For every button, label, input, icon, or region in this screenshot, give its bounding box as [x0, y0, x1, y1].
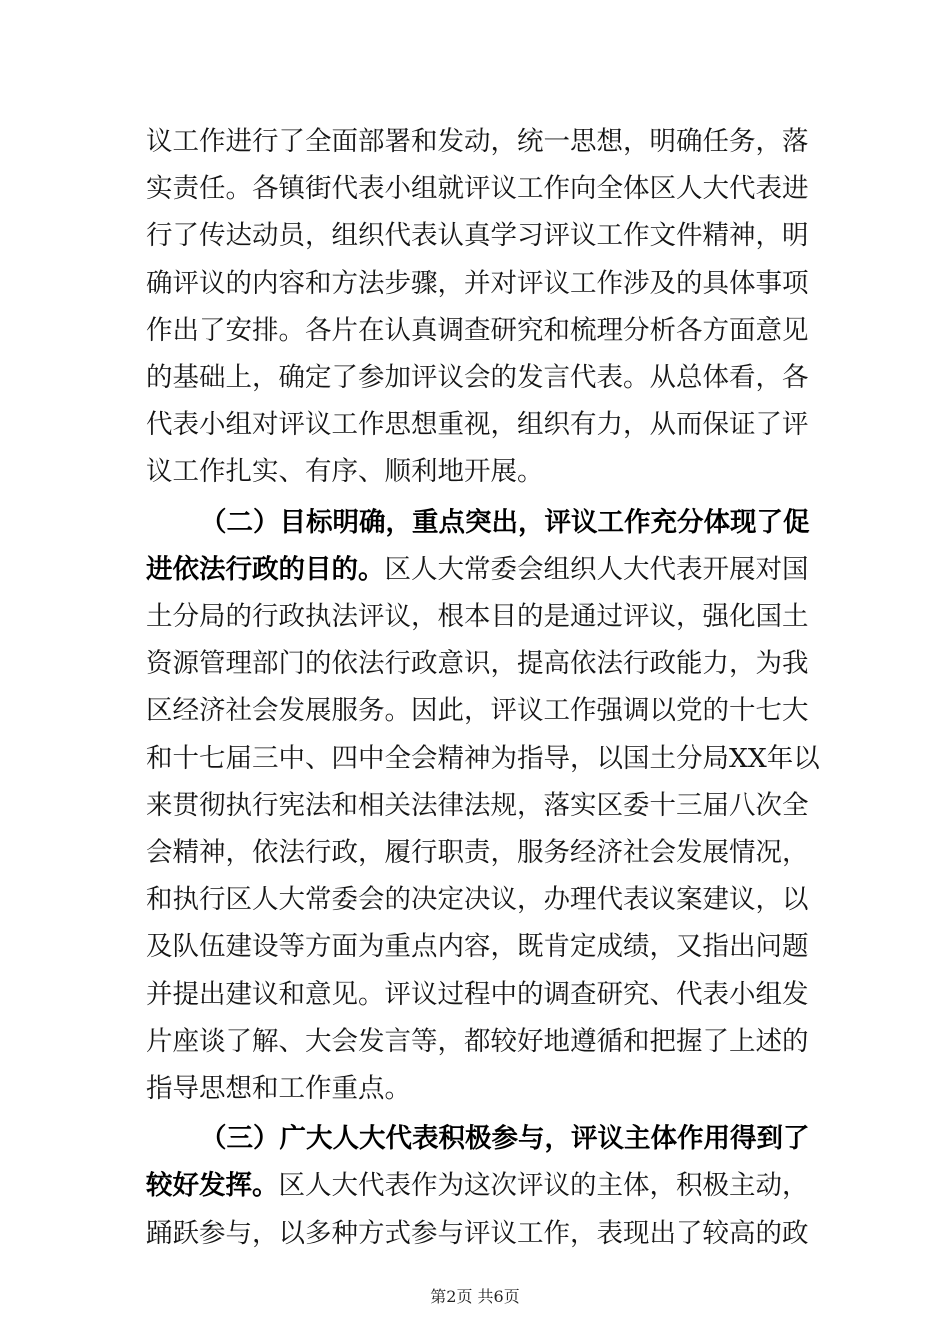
- section-heading-3-continued: 较好发挥。区人大代表作为这次评议的主体，积极主动，: [146, 1170, 809, 1202]
- body-text-line: 及队伍建设等方面为重点内容，既肯定成绩，又指出问题: [146, 931, 809, 963]
- body-text-line: 踊跃参与，以多种方式参与评议工作，表现出了较高的政: [146, 1217, 809, 1249]
- body-text-line: 和十七届三中、四中全会精神为指导，以国土分局XX年以: [146, 742, 820, 774]
- body-text-line: 土分局的行政执法评议，根本目的是通过评议，强化国土: [146, 601, 809, 632]
- section-heading-2-continued: 进依法行政的目的。区人大常委会组织人大代表开展对国: [146, 553, 809, 585]
- body-text-line: 的基础上，确定了参加评议会的发言代表。从总体看，各: [146, 362, 809, 393]
- body-text-line: 片座谈了解、大会发言等，都较好地遵循和把握了上述的: [146, 1025, 809, 1057]
- page-footer: [0, 1284, 950, 1307]
- section-heading-2: （二）目标明确，重点突出，评议工作充分体现了促: [200, 506, 810, 538]
- body-text-line: 行了传达动员，组织代表认真学习评议工作文件精神，明: [146, 220, 809, 252]
- body-text-line: 并提出建议和意见。评议过程中的调查研究、代表小组发: [146, 978, 809, 1010]
- body-text-line: 和执行区人大常委会的决定决议，办理代表议案建议，以: [146, 884, 809, 916]
- body-text-line: 议工作扎实、有序、顺利地开展。: [146, 456, 544, 488]
- body-text-line: 代表小组对评议工作思想重视，组织有力，从而保证了评: [146, 409, 809, 441]
- body-text-line: 实责任。各镇街代表小组就评议工作向全体区人大代表进: [146, 173, 809, 205]
- body-text-line: 资源管理部门的依法行政意识，提高依法行政能力，为我: [146, 648, 809, 680]
- body-text-line: 指导思想和工作重点。: [146, 1073, 411, 1104]
- body-text-line: 议工作进行了全面部署和发动，统一思想，明确任务，落: [146, 126, 809, 157]
- page-number: 第2页: [430, 1287, 473, 1306]
- body-text-line: 区经济社会发展服务。因此，评议工作强调以党的十七大: [146, 695, 809, 727]
- body-text-line: 会精神，依法行政，履行职责，服务经济社会发展情况，: [146, 837, 809, 868]
- page-total: 共6页: [477, 1287, 520, 1306]
- body-text-line: 确评议的内容和方法步骤，并对评议工作涉及的具体事项: [146, 267, 809, 299]
- body-text-line: 来贯彻执行宪法和相关法律法规，落实区委十三届八次全: [146, 789, 809, 821]
- section-heading-3: （三）广大人大代表积极参与，评议主体作用得到了: [200, 1123, 810, 1155]
- body-text-line: 作出了安排。各片在认真调查研究和梳理分析各方面意见: [146, 314, 809, 346]
